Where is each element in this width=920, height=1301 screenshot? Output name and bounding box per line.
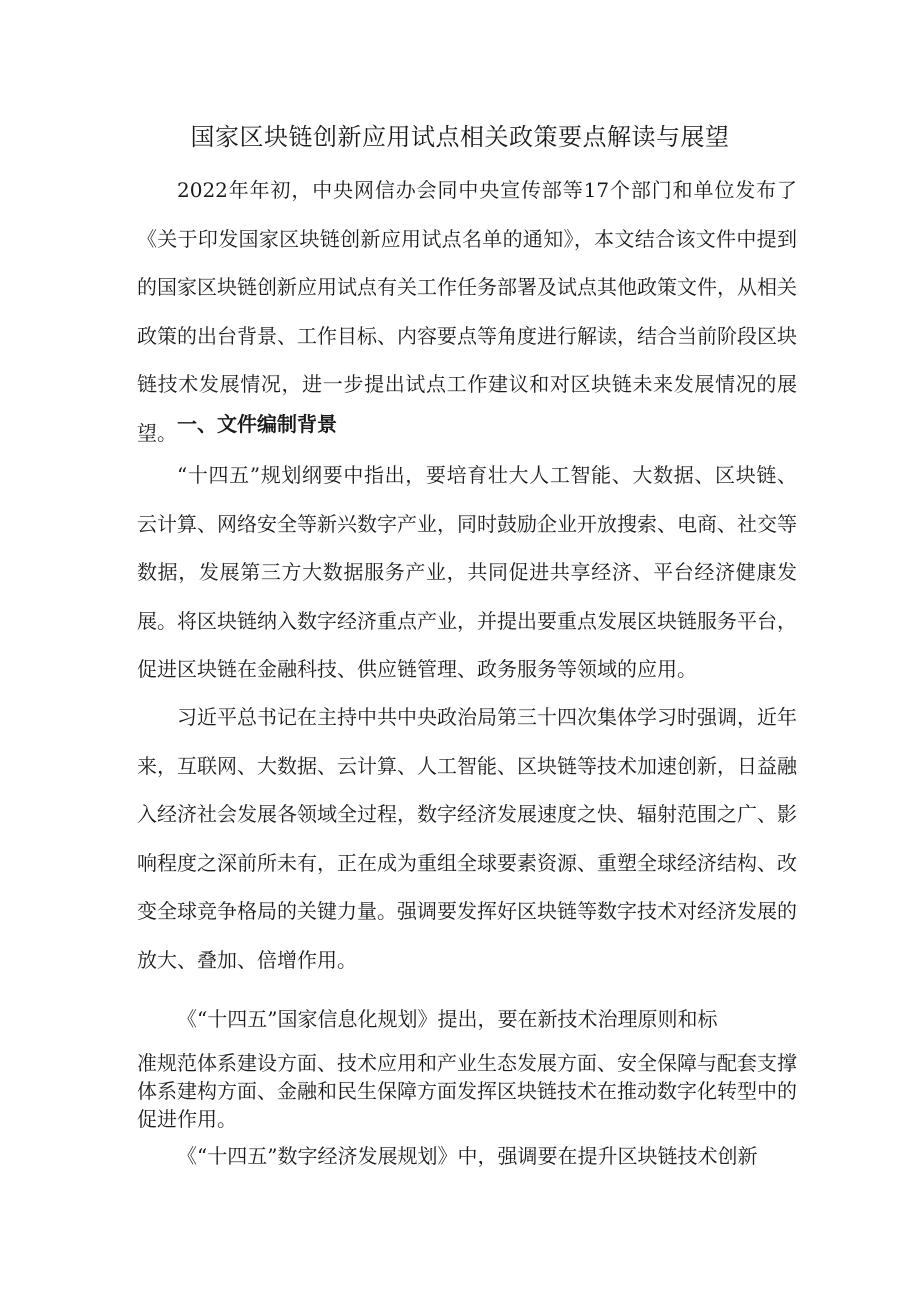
document-title: 国家区块链创新应用试点相关政策要点解读与展望 bbox=[190, 123, 730, 151]
paragraph-xi-study-session: 习近平总书记在主持中共中央政治局第三十四次集体学习时强调，近年来，互联网、大数据、云计算、人工智能、区块链等技术加速创新，日益融入经济社会发展各领域全过程，数字经济发展速度之快、辐射范围之广、影响程度之深前所未有，正在成为重组全球要素资源、重塑全球经济结构、改变全球竞争格局的关键力量。强调要发挥好区块链等数字技术对经济发展的放大、叠加、倍增作用。 bbox=[137, 705, 797, 972]
section-heading-background: 一、文件编制背景 bbox=[177, 412, 337, 436]
paragraph-informatization-plan-rest: 准规范体系建设方面、技术应用和产业生态发展方面、安全保障与配套支撑体系建构方面、金融和民生保障方面发挥区块链技术在推动数字化转型中的促进作用。 bbox=[137, 1051, 797, 1131]
intro-paragraph: 2022年年初，中央网信办会同中央宣传部等17个部门和单位发布了《关于印发国家区块链创新应用试点名单的通知》，本文结合该文件中提到的国家区块链创新应用试点有关工作任务部署及试点其他政策文件，从相关政策的出台背景、工作目标、内容要点等角度进行解读，结合当前阶段区块链技术发展情况，进一步提出试点工作建议和对区块链未来发展情况的展望。 bbox=[137, 178, 797, 445]
paragraph-five-year-plan: “十四五”规划纲要中指出，要培育壮大人工智能、大数据、区块链、云计算、网络安全等新兴数字产业，同时鼓励企业开放搜索、电商、社交等数据，发展第三方大数据服务产业，共同促进共享经济、平台经济健康发展。将区块链纳入数字经济重点产业，并提出要重点发展区块链服务平台，促进区块链在金融科技、供应链管理、政务服务等领域的应用。 bbox=[137, 463, 797, 681]
paragraph-digital-economy-plan: 《“十四五”数字经济发展规划》中，强调要在提升区块链技术创新 bbox=[177, 1144, 758, 1168]
paragraph-informatization-plan-line1: 《“十四五”国家信息化规划》提出，要在新技术治理原则和标 bbox=[177, 1007, 718, 1031]
